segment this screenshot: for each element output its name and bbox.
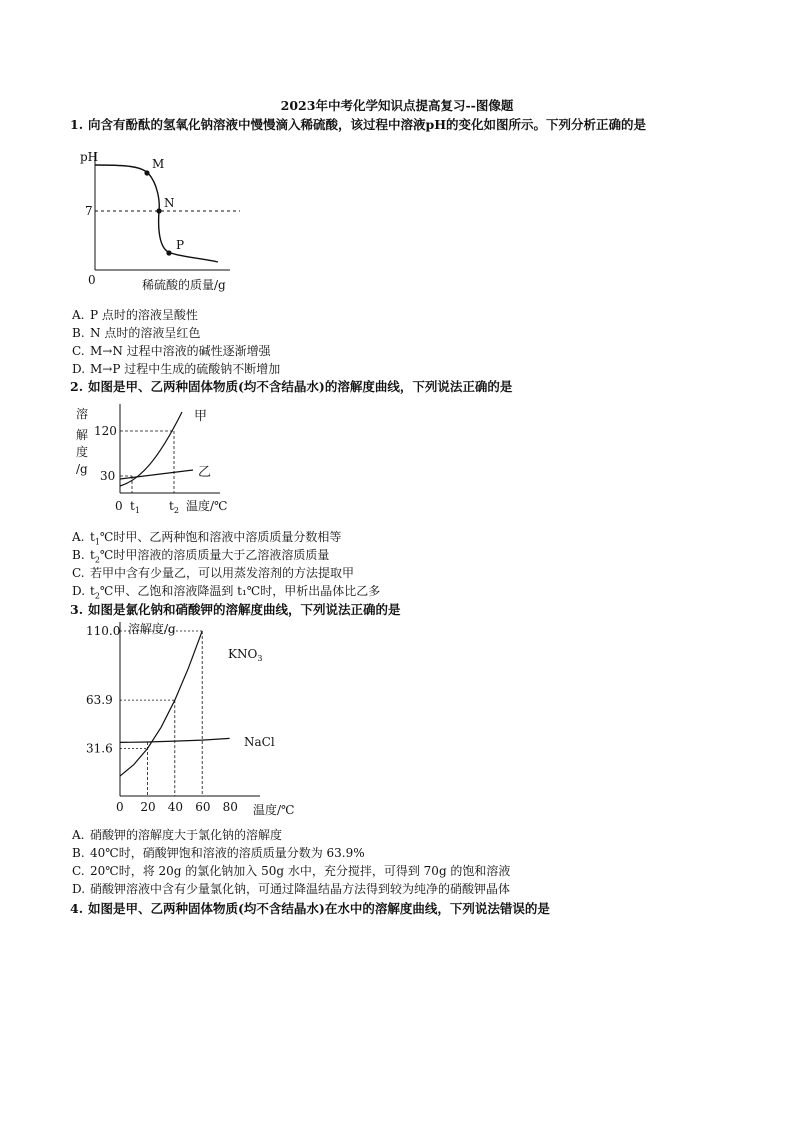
option-label: A.	[72, 530, 85, 544]
option-a	[72, 528, 341, 546]
question-number: 2.	[70, 379, 84, 394]
option-text: 20℃时，将 20g 的氯化钠加入 50g 水中，充分搅拌，可得到 70g 的饱和溶液	[90, 864, 511, 878]
question-4	[70, 899, 550, 917]
option-text: N 点时的溶液呈红色	[90, 326, 201, 340]
solubility-chart-3	[70, 618, 320, 828]
option-label: B.	[72, 326, 85, 340]
option-text: 硝酸钾的溶解度大于氯化钠的溶解度	[90, 828, 283, 842]
t1-tick: $t_1$	[130, 499, 140, 515]
series-jia-label: 甲	[194, 409, 208, 424]
x-tick-label: 20	[140, 800, 156, 814]
option-b	[72, 844, 365, 861]
series-label-kno3: $KNO_3$	[228, 647, 263, 663]
y-label-2: 解	[76, 428, 89, 442]
point-p	[166, 250, 171, 255]
y-tick-7: 7	[85, 204, 93, 218]
option-a	[72, 826, 282, 843]
series-label-nacl: NaCl	[244, 735, 275, 749]
option-text: 硝酸钾溶液中含有少量氯化钠，可通过降温结晶方法得到较为纯净的硝酸钾晶体	[90, 882, 511, 896]
option-b	[72, 324, 200, 341]
x-tick-label: 0	[116, 800, 124, 814]
option-label: A.	[72, 828, 85, 842]
origin-label: 0	[115, 499, 123, 513]
option-text: t	[90, 530, 95, 544]
question-text: 如图是甲、乙两种固体物质(均不含结晶水)的溶解度曲线，下列说法正确的是	[88, 379, 513, 394]
option-text-rest: ℃时甲、乙两种饱和溶液中溶质质量分数相等	[99, 530, 342, 544]
question-text: 向含有酚酞的氢氧化钠溶液中慢慢滴入稀硫酸，该过程中溶液pH的变化如图所示。下列分析正确的是	[88, 117, 647, 132]
question-number: 4.	[70, 901, 84, 916]
y-tick-120: 120	[94, 424, 117, 438]
option-d	[72, 582, 380, 600]
option-c	[72, 564, 354, 581]
option-sub: 2	[94, 555, 100, 565]
option-text: P 点时的溶液呈酸性	[90, 308, 198, 322]
option-d	[72, 360, 280, 377]
option-label: D.	[72, 584, 86, 598]
option-text: t	[90, 548, 95, 562]
ph-chart	[70, 140, 250, 295]
question-3	[70, 600, 401, 618]
option-text: M→P 过程中生成的硫酸钠不断增加	[90, 362, 281, 376]
option-text: t	[90, 584, 95, 598]
option-label: D.	[72, 882, 86, 896]
question-number: 3.	[70, 602, 84, 617]
option-label: C.	[72, 344, 85, 358]
y-tick-label: 63.9	[86, 693, 113, 708]
option-label: B.	[72, 548, 85, 562]
y-label-1: 溶	[76, 407, 89, 421]
option-text: M→N 过程中溶液的碱性逐渐增强	[90, 344, 271, 358]
question-2	[70, 377, 512, 395]
option-text-rest: ℃时甲溶液的溶质质量大于乙溶液溶质质量	[99, 548, 330, 562]
option-label: D.	[72, 362, 86, 376]
question-text: 如图是氯化钠和硝酸钾的溶解度曲线，下列说法正确的是	[88, 602, 401, 617]
point-n-label: N	[164, 196, 175, 210]
option-a	[72, 306, 198, 323]
option-c	[72, 862, 510, 879]
y-tick-label: 31.6	[86, 741, 113, 756]
option-d	[72, 880, 510, 897]
t2-tick: $t_2$	[169, 499, 179, 515]
x-tick-label: 80	[222, 800, 238, 814]
curve-yi	[120, 470, 193, 479]
y-label-3: 度	[76, 445, 89, 459]
page-title: 2023年中考化学知识点提高复习--图像题	[280, 98, 514, 113]
question-1	[70, 115, 646, 133]
option-label: B.	[72, 846, 85, 860]
x-axis-label: 温度/℃	[253, 803, 295, 817]
option-label: C.	[72, 864, 85, 878]
x-tick-label: 40	[167, 800, 184, 814]
option-text: 若甲中含有少量乙，可以用蒸发溶剂的方法提取甲	[90, 566, 355, 580]
y-tick-label: 110.0	[86, 624, 121, 638]
y-axis-label: 溶解度/g	[128, 622, 176, 636]
x-axis-label: 稀硫酸的质量/g	[142, 278, 226, 292]
series-yi-label: 乙	[198, 465, 212, 480]
point-n	[156, 208, 161, 213]
option-c	[72, 342, 271, 359]
option-text-rest: ℃甲、乙饱和溶液降温到 t₁℃时，甲析出晶体比乙多	[99, 584, 381, 598]
option-label: C.	[72, 566, 85, 580]
point-m	[144, 170, 149, 175]
x-tick-label: 60	[195, 800, 211, 814]
ph-curve	[95, 165, 218, 262]
origin-label: 0	[88, 273, 96, 287]
point-m-label: M	[152, 157, 165, 171]
option-sub: 1	[94, 537, 100, 547]
y-axis-label: pH	[80, 150, 99, 164]
point-p-label: P	[176, 238, 185, 252]
question-text: 如图是甲、乙两种固体物质(均不含结晶水)在水中的溶解度曲线，下列说法错误的是	[88, 901, 550, 916]
series-line-kno3	[120, 631, 202, 776]
y-label-4: /g	[76, 462, 88, 476]
option-b	[72, 546, 329, 564]
option-label: A.	[72, 308, 85, 322]
question-number: 1.	[70, 117, 84, 132]
solubility-chart-2	[70, 400, 250, 525]
option-sub: 2	[94, 591, 100, 601]
y-tick-30: 30	[100, 469, 116, 483]
option-text: 40℃时，硝酸钾饱和溶液的溶质质量分数为 63.9%	[90, 846, 365, 860]
x-axis-label: 温度/℃	[186, 499, 228, 513]
